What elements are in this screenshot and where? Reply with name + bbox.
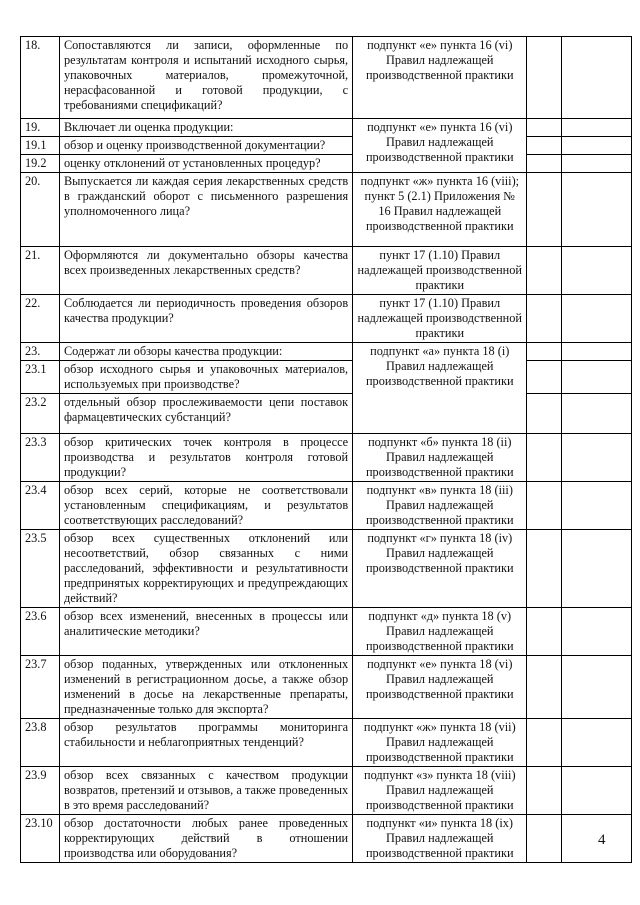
row-number: 23.9 [21,767,60,815]
row-number: 23. [21,343,60,361]
row-reference: подпункт «б» пункта 18 (ii) Правил надлежащей производственной практики [353,434,527,482]
answer-cell-note[interactable] [562,815,632,863]
table-row [21,815,632,863]
row-question: обзор исходного сырья и упаковочных материалов, используемых при производстве? [59,361,352,394]
row-question: Выпускается ли каждая серия лекарственных средств в гражданский оборот с письменного разрешения уполномоченного лица? [59,173,352,247]
row-reference: подпункт «в» пункта 18 (iii) Правил надлежащей производственной практики [353,482,527,530]
row-question: обзор и оценку производственной документации? [59,137,352,155]
table-row [21,608,632,656]
row-reference: подпункт «е» пункта 18 (vi) Правил надлежащей производственной практики [353,656,527,719]
answer-cell-yes[interactable] [527,173,562,247]
answer-cell-yes[interactable] [527,137,562,155]
answer-cell-note[interactable] [562,434,632,482]
answer-cell-note[interactable] [562,767,632,815]
row-question: обзор результатов программы мониторинга стабильности и неблагоприятных тенденций? [59,719,352,767]
row-number: 19. [21,119,60,137]
row-number: 20. [21,173,60,247]
row-question: обзор достаточности любых ранее проведенных корректирующих действий в отношении производства или оборудования? [59,815,352,863]
row-question: Сопоставляются ли записи, оформленные по результатам контроля и испытаний исходного сырья, упаковочных материалов, промежуточной, нерасфасованной и готовой продукции, с требованиями спецификаций? [59,37,352,119]
answer-cell-note[interactable] [562,295,632,343]
row-question: обзор всех серий, которые не соответствовали установленным спецификациям, и результатов соответствующих расследований? [59,482,352,530]
table-row [21,434,632,482]
answer-cell-note[interactable] [562,608,632,656]
row-number: 23.1 [21,361,60,394]
answer-cell-note[interactable] [562,530,632,608]
row-number: 23.10 [21,815,60,863]
row-number: 18. [21,37,60,119]
table-row [21,719,632,767]
answer-cell-note[interactable] [562,719,632,767]
table-row [21,767,632,815]
row-number: 23.6 [21,608,60,656]
row-reference: подпункт «д» пункта 18 (v) Правил надлежащей производственной практики [353,608,527,656]
answer-cell-yes[interactable] [527,247,562,295]
page-number: 4 [598,832,606,848]
row-reference: подпункт «г» пункта 18 (iv) Правил надлежащей производственной практики [353,530,527,608]
answer-cell-note[interactable] [562,361,632,394]
row-question: отдельный обзор прослеживаемости цепи поставок фармацевтических субстанций? [59,394,352,434]
answer-cell-yes[interactable] [527,295,562,343]
row-number: 21. [21,247,60,295]
answer-cell-note[interactable] [562,155,632,173]
answer-cell-note[interactable] [562,37,632,119]
row-number: 23.4 [21,482,60,530]
answer-cell-yes[interactable] [527,343,562,361]
row-question: Включает ли оценка продукции: [59,119,352,137]
answer-cell-note[interactable] [562,394,632,434]
row-question: обзор всех изменений, внесенных в процессы или аналитические методики? [59,608,352,656]
table-row [21,137,632,155]
row-number: 23.5 [21,530,60,608]
answer-cell-yes[interactable] [527,37,562,119]
row-reference: подпункт «з» пункта 18 (viii) Правил надлежащей производственной практики [353,767,527,815]
table-row [21,37,632,119]
answer-cell-note[interactable] [562,482,632,530]
answer-cell-yes[interactable] [527,394,562,434]
answer-cell-yes[interactable] [527,119,562,137]
row-reference: подпункт «е» пункта 16 (vi) Правил надлежащей производственной практики [353,37,527,119]
table-row [21,295,632,343]
answer-cell-yes[interactable] [527,482,562,530]
row-reference: пункт 17 (1.10) Правил надлежащей производственной практики [353,247,527,295]
row-number: 23.3 [21,434,60,482]
answer-cell-note[interactable] [562,656,632,719]
answer-cell-yes[interactable] [527,155,562,173]
table-row [21,173,632,247]
row-number: 23.2 [21,394,60,434]
row-question: Соблюдается ли периодичность проведения обзоров качества продукции? [59,295,352,343]
answer-cell-yes[interactable] [527,608,562,656]
answer-cell-yes[interactable] [527,434,562,482]
table-row [21,361,632,394]
table-row [21,343,632,361]
checklist-table [20,36,632,863]
row-reference: подпункт «ж» пункта 16 (viii); пункт 5 (2.1) Приложения № 16 Правил надлежащей производственной практики [353,173,527,247]
row-question: Содержат ли обзоры качества продукции: [59,343,352,361]
table-row [21,155,632,173]
row-reference: подпункт «е» пункта 16 (vi) Правил надлежащей производственной практики [353,119,527,173]
table-row [21,530,632,608]
answer-cell-note[interactable] [562,137,632,155]
answer-cell-note[interactable] [562,173,632,247]
answer-cell-note[interactable] [562,119,632,137]
table-row [21,394,632,434]
row-question: обзор поданных, утвержденных или отклоненных изменений в регистрационном досье, а также обзор изменений в досье на лекарственные препараты, предназначенные только для экспорта? [59,656,352,719]
answer-cell-note[interactable] [562,247,632,295]
answer-cell-note[interactable] [562,343,632,361]
row-reference: пункт 17 (1.10) Правил надлежащей производственной практики [353,295,527,343]
row-question: Оформляются ли документально обзоры качества всех произведенных лекарственных средств? [59,247,352,295]
row-question: оценку отклонений от установленных процедур? [59,155,352,173]
row-number: 19.1 [21,137,60,155]
table-row [21,482,632,530]
table-row [21,247,632,295]
row-number: 23.7 [21,656,60,719]
answer-cell-yes[interactable] [527,719,562,767]
row-reference: подпункт «и» пункта 18 (ix) Правил надлежащей производственной практики [353,815,527,863]
row-number: 23.8 [21,719,60,767]
table-row [21,119,632,137]
row-question: обзор всех связанных с качеством продукции возвратов, претензий и отзывов, а также проведенных в это время расследований? [59,767,352,815]
row-reference: подпункт «ж» пункта 18 (vii) Правил надлежащей производственной практики [353,719,527,767]
row-reference: подпункт «а» пункта 18 (i) Правил надлежащей производственной практики [353,343,527,434]
answer-cell-yes[interactable] [527,656,562,719]
table-row [21,656,632,719]
row-question: обзор критических точек контроля в процессе производства и результатов контроля готовой продукции? [59,434,352,482]
checklist-page [20,36,632,863]
answer-cell-yes[interactable] [527,815,562,863]
answer-cell-yes[interactable] [527,530,562,608]
row-number: 19.2 [21,155,60,173]
answer-cell-yes[interactable] [527,361,562,394]
answer-cell-yes[interactable] [527,767,562,815]
row-question: обзор всех существенных отклонений или несоответствий, обзор связанных с ними расследований, эффективности и результативности предпринятых корректирующих и предупреждающих действий? [59,530,352,608]
row-number: 22. [21,295,60,343]
